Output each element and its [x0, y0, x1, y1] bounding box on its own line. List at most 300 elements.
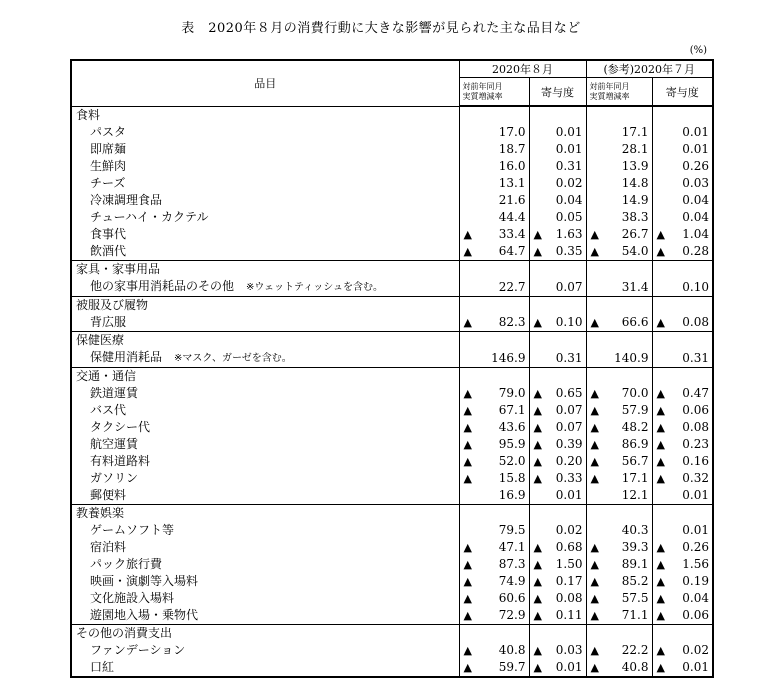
value-cell — [586, 349, 652, 368]
value-text: 0.28 — [682, 244, 710, 258]
value-text: 44.4 — [498, 210, 526, 224]
value-cell — [529, 573, 586, 590]
value-cell — [652, 436, 713, 453]
negative-mark: ▲ — [656, 438, 665, 451]
header-rate-line1: 対前年同月 — [589, 81, 630, 91]
negative-mark: ▲ — [656, 472, 665, 485]
value-cell — [652, 419, 713, 436]
value-text: 16.9 — [498, 488, 526, 502]
value-text: 40.3 — [621, 523, 649, 537]
table-row — [71, 349, 713, 368]
table-row — [71, 607, 713, 625]
negative-mark: ▲ — [533, 455, 542, 468]
value-text: 33.4 — [498, 227, 526, 241]
item-name-cell — [71, 573, 459, 590]
negative-mark: ▲ — [590, 644, 599, 657]
value-text: 0.47 — [682, 386, 710, 400]
value-cell — [529, 402, 586, 419]
value-cell — [586, 243, 652, 261]
value-cell — [586, 659, 652, 677]
value-cell — [586, 470, 652, 487]
value-cell — [586, 124, 652, 141]
value-text: 0.04 — [682, 591, 710, 605]
value-text: 40.8 — [621, 660, 649, 674]
item-note: ※マスク、ガーゼを含む。 — [174, 353, 292, 364]
negative-mark: ▲ — [590, 558, 599, 571]
negative-mark: ▲ — [463, 404, 472, 417]
item-name: 食事代 — [90, 227, 127, 241]
value-text: 66.6 — [621, 315, 649, 329]
negative-mark: ▲ — [656, 541, 665, 554]
value-cell — [459, 278, 529, 297]
value-cell — [586, 453, 652, 470]
negative-mark: ▲ — [533, 228, 542, 241]
empty-cell — [652, 505, 713, 523]
item-name: 鉄道運賃 — [90, 386, 139, 400]
table-body — [71, 106, 713, 677]
item-name: チューハイ・カクテル — [90, 210, 209, 224]
negative-mark: ▲ — [463, 245, 472, 258]
value-cell — [459, 539, 529, 556]
header-rate-line2: 実質増減率 — [589, 91, 630, 101]
negative-mark: ▲ — [463, 438, 472, 451]
value-cell — [529, 209, 586, 226]
value-cell — [652, 539, 713, 556]
negative-mark: ▲ — [656, 245, 665, 258]
item-name: ガソリン — [90, 471, 139, 485]
header-rate-line1: 対前年同月 — [462, 81, 503, 91]
value-text: 60.6 — [498, 591, 526, 605]
table-row — [71, 487, 713, 505]
value-cell — [459, 436, 529, 453]
value-cell — [652, 453, 713, 470]
value-cell — [459, 243, 529, 261]
negative-mark: ▲ — [463, 575, 472, 588]
negative-mark: ▲ — [463, 472, 472, 485]
value-text: 0.02 — [555, 523, 583, 537]
negative-mark: ▲ — [590, 316, 599, 329]
table-row — [71, 590, 713, 607]
item-name: 保健用消耗品 — [90, 350, 163, 364]
value-text: 86.9 — [621, 437, 649, 451]
negative-mark: ▲ — [656, 404, 665, 417]
table-row — [71, 573, 713, 590]
item-name-cell — [71, 141, 459, 158]
empty-cell — [529, 332, 586, 350]
value-cell — [652, 158, 713, 175]
value-text: 140.9 — [614, 350, 649, 365]
value-text: 0.65 — [555, 386, 583, 400]
value-text: 89.1 — [621, 557, 649, 571]
value-cell — [652, 590, 713, 607]
value-cell — [586, 314, 652, 332]
value-text: 0.04 — [682, 193, 710, 207]
category-row — [71, 297, 713, 315]
value-cell — [529, 556, 586, 573]
header-rate-line2: 実質増減率 — [462, 91, 503, 101]
item-name-cell — [71, 175, 459, 192]
negative-mark: ▲ — [463, 592, 472, 605]
value-text: 38.3 — [621, 210, 649, 224]
value-cell — [586, 522, 652, 539]
value-text: 0.32 — [682, 471, 710, 485]
value-text: 0.10 — [555, 315, 583, 329]
empty-cell — [586, 106, 652, 124]
negative-mark: ▲ — [463, 316, 472, 329]
category-name: 交通・通信 — [71, 368, 459, 386]
empty-cell — [586, 368, 652, 386]
data-table — [70, 59, 714, 678]
table-title: 表 2020年８月の消費行動に大きな影響が見られた主な品目など — [181, 21, 581, 36]
negative-mark: ▲ — [590, 438, 599, 451]
empty-cell — [652, 106, 713, 124]
value-cell — [652, 522, 713, 539]
value-cell — [652, 642, 713, 659]
item-name-cell — [71, 556, 459, 573]
negative-mark: ▲ — [656, 575, 665, 588]
table-row — [71, 419, 713, 436]
item-name-cell — [71, 314, 459, 332]
value-text: 0.17 — [555, 574, 583, 588]
value-cell — [652, 192, 713, 209]
value-cell — [652, 385, 713, 402]
item-name-cell — [71, 124, 459, 141]
negative-mark: ▲ — [590, 541, 599, 554]
item-name-cell — [71, 659, 459, 677]
item-name-cell — [71, 590, 459, 607]
value-cell — [529, 192, 586, 209]
item-name-cell — [71, 539, 459, 556]
negative-mark: ▲ — [590, 592, 599, 605]
item-name-cell — [71, 522, 459, 539]
value-text: 28.1 — [621, 142, 649, 156]
empty-cell — [529, 261, 586, 279]
value-cell — [652, 470, 713, 487]
negative-mark: ▲ — [533, 316, 542, 329]
table-row — [71, 192, 713, 209]
table-row — [71, 226, 713, 243]
category-row — [71, 505, 713, 523]
value-cell — [459, 314, 529, 332]
negative-mark: ▲ — [590, 472, 599, 485]
value-text: 0.03 — [682, 176, 710, 190]
value-text: 82.3 — [498, 315, 526, 329]
value-text: 40.8 — [498, 643, 526, 657]
value-text: 39.3 — [621, 540, 649, 554]
empty-cell — [459, 261, 529, 279]
header-jul-rate — [586, 78, 652, 107]
category-row — [71, 368, 713, 386]
negative-mark: ▲ — [533, 387, 542, 400]
value-cell — [459, 453, 529, 470]
item-name: チーズ — [90, 176, 126, 190]
value-text: 0.08 — [682, 315, 710, 329]
table-row — [71, 385, 713, 402]
empty-cell — [529, 625, 586, 643]
value-text: 71.1 — [621, 608, 649, 622]
empty-cell — [586, 332, 652, 350]
value-cell — [652, 659, 713, 677]
negative-mark: ▲ — [533, 245, 542, 258]
value-text: 0.01 — [555, 488, 583, 502]
negative-mark: ▲ — [590, 404, 599, 417]
value-cell — [586, 539, 652, 556]
category-name: 食料 — [71, 106, 459, 124]
negative-mark: ▲ — [590, 245, 599, 258]
category-name: その他の消費支出 — [71, 625, 459, 643]
empty-cell — [652, 368, 713, 386]
value-text: 0.08 — [555, 591, 583, 605]
negative-mark: ▲ — [590, 609, 599, 622]
value-text: 64.7 — [498, 244, 526, 258]
value-text: 16.0 — [498, 159, 526, 173]
value-text: 0.10 — [682, 279, 710, 294]
negative-mark: ▲ — [533, 661, 542, 674]
item-name: 文化施設入場料 — [90, 591, 175, 605]
value-text: 0.26 — [682, 159, 710, 173]
value-cell — [586, 385, 652, 402]
value-cell — [652, 573, 713, 590]
item-name-cell — [71, 436, 459, 453]
value-text: 0.01 — [555, 142, 583, 156]
value-text: 18.7 — [498, 142, 526, 156]
value-text: 0.23 — [682, 437, 710, 451]
negative-mark: ▲ — [656, 558, 665, 571]
value-cell — [459, 226, 529, 243]
item-name-cell — [71, 349, 459, 368]
negative-mark: ▲ — [463, 558, 472, 571]
value-cell — [586, 607, 652, 625]
table-row — [71, 209, 713, 226]
value-cell — [459, 556, 529, 573]
item-name-cell — [71, 607, 459, 625]
value-text: 54.0 — [621, 244, 649, 258]
header-aug-rate — [459, 78, 529, 107]
value-cell — [586, 642, 652, 659]
negative-mark: ▲ — [533, 472, 542, 485]
negative-mark: ▲ — [533, 592, 542, 605]
value-text: 43.6 — [498, 420, 526, 434]
item-name: 他の家事用消耗品のその他 — [90, 279, 235, 293]
value-cell — [529, 659, 586, 677]
value-cell — [586, 209, 652, 226]
value-cell — [529, 607, 586, 625]
empty-cell — [652, 261, 713, 279]
empty-cell — [652, 297, 713, 315]
value-text: 0.02 — [555, 176, 583, 190]
table-row — [71, 124, 713, 141]
negative-mark: ▲ — [656, 421, 665, 434]
value-cell — [529, 226, 586, 243]
value-text: 70.0 — [621, 386, 649, 400]
value-cell — [586, 175, 652, 192]
value-text: 0.01 — [682, 125, 710, 139]
item-name: 遊園地入場・乗物代 — [90, 608, 199, 622]
value-text: 22.7 — [498, 279, 526, 294]
empty-cell — [586, 297, 652, 315]
value-cell — [459, 659, 529, 677]
empty-cell — [459, 106, 529, 124]
value-cell — [459, 607, 529, 625]
negative-mark: ▲ — [463, 455, 472, 468]
table-row — [71, 470, 713, 487]
value-cell — [529, 453, 586, 470]
value-text: 0.26 — [682, 540, 710, 554]
table-row — [71, 522, 713, 539]
value-text: 0.31 — [682, 350, 710, 365]
value-cell — [652, 556, 713, 573]
value-cell — [652, 314, 713, 332]
item-name: 口紅 — [90, 660, 115, 674]
value-text: 0.05 — [555, 210, 583, 224]
value-text: 0.20 — [555, 454, 583, 468]
value-cell — [459, 349, 529, 368]
value-cell — [529, 141, 586, 158]
value-text: 0.19 — [682, 574, 710, 588]
value-text: 0.16 — [682, 454, 710, 468]
value-cell — [459, 175, 529, 192]
item-name-cell — [71, 402, 459, 419]
value-text: 0.06 — [682, 403, 710, 417]
value-text: 79.5 — [498, 523, 526, 537]
value-cell — [529, 243, 586, 261]
value-cell — [652, 278, 713, 297]
table-row — [71, 175, 713, 192]
negative-mark: ▲ — [463, 228, 472, 241]
item-name-cell — [71, 278, 459, 297]
value-text: 59.7 — [498, 660, 526, 674]
value-text: 0.02 — [682, 643, 710, 657]
unit-label: (%) — [689, 45, 707, 56]
value-cell — [529, 124, 586, 141]
value-cell — [586, 226, 652, 243]
negative-mark: ▲ — [533, 644, 542, 657]
value-cell — [652, 175, 713, 192]
value-cell — [459, 590, 529, 607]
table-row — [71, 158, 713, 175]
negative-mark: ▲ — [656, 592, 665, 605]
negative-mark: ▲ — [463, 609, 472, 622]
item-name-cell — [71, 385, 459, 402]
value-cell — [459, 192, 529, 209]
negative-mark: ▲ — [656, 387, 665, 400]
value-text: 0.35 — [555, 244, 583, 258]
empty-cell — [459, 505, 529, 523]
value-cell — [529, 385, 586, 402]
item-name: ファンデーション — [90, 643, 186, 657]
value-text: 95.9 — [498, 437, 526, 451]
item-name: パック旅行費 — [90, 557, 163, 571]
item-name: タクシー代 — [90, 420, 151, 434]
value-cell — [529, 314, 586, 332]
header-aug-contrib: 寄与度 — [529, 78, 586, 107]
value-text: 74.9 — [498, 574, 526, 588]
value-cell — [459, 385, 529, 402]
value-text: 13.1 — [498, 176, 526, 190]
value-cell — [652, 402, 713, 419]
category-name: 家具・家事用品 — [71, 261, 459, 279]
negative-mark: ▲ — [656, 644, 665, 657]
value-cell — [529, 349, 586, 368]
value-text: 0.01 — [682, 142, 710, 156]
value-cell — [586, 158, 652, 175]
value-text: 0.06 — [682, 608, 710, 622]
item-name-cell — [71, 226, 459, 243]
value-cell — [459, 209, 529, 226]
item-name: バス代 — [90, 403, 127, 417]
value-cell — [586, 278, 652, 297]
empty-cell — [459, 297, 529, 315]
negative-mark: ▲ — [533, 541, 542, 554]
negative-mark: ▲ — [656, 661, 665, 674]
negative-mark: ▲ — [656, 609, 665, 622]
negative-mark: ▲ — [656, 228, 665, 241]
negative-mark: ▲ — [590, 228, 599, 241]
value-text: 17.0 — [498, 125, 526, 139]
value-text: 0.01 — [682, 660, 710, 674]
value-text: 14.8 — [621, 176, 649, 190]
empty-cell — [529, 505, 586, 523]
item-note: ※ウェットティッシュを含む。 — [246, 282, 383, 293]
item-name-cell — [71, 243, 459, 261]
table-row — [71, 314, 713, 332]
value-text: 17.1 — [621, 471, 649, 485]
value-text: 0.07 — [555, 403, 583, 417]
value-text: 0.07 — [555, 420, 583, 434]
value-text: 0.01 — [682, 523, 710, 537]
value-cell — [586, 192, 652, 209]
item-name: 航空運賃 — [90, 437, 139, 451]
value-text: 0.33 — [555, 471, 583, 485]
negative-mark: ▲ — [533, 404, 542, 417]
value-text: 17.1 — [621, 125, 649, 139]
item-name: 有料道路料 — [90, 454, 151, 468]
negative-mark: ▲ — [533, 609, 542, 622]
value-text: 0.68 — [555, 540, 583, 554]
empty-cell — [459, 625, 529, 643]
value-text: 1.50 — [555, 557, 583, 571]
item-name-cell — [71, 209, 459, 226]
category-row — [71, 261, 713, 279]
value-text: 1.56 — [682, 557, 710, 571]
value-cell — [586, 402, 652, 419]
value-cell — [529, 487, 586, 505]
table-row — [71, 539, 713, 556]
value-text: 57.9 — [621, 403, 649, 417]
value-text: 0.01 — [555, 660, 583, 674]
item-name: 飲酒代 — [90, 244, 127, 258]
table-row — [71, 243, 713, 261]
value-text: 0.07 — [555, 279, 583, 294]
item-name: 郵便料 — [90, 488, 127, 502]
value-text: 0.04 — [555, 193, 583, 207]
header-item: 品目 — [71, 60, 459, 106]
header-jul: (参考)2020年７月 — [586, 60, 713, 78]
empty-cell — [529, 297, 586, 315]
item-name: ゲームソフト等 — [90, 523, 175, 537]
negative-mark: ▲ — [656, 316, 665, 329]
negative-mark: ▲ — [590, 421, 599, 434]
value-text: 0.31 — [555, 350, 583, 365]
empty-cell — [459, 332, 529, 350]
value-cell — [586, 590, 652, 607]
category-name: 教養娯楽 — [71, 505, 459, 523]
empty-cell — [586, 261, 652, 279]
item-name-cell — [71, 158, 459, 175]
value-cell — [459, 470, 529, 487]
value-text: 87.3 — [498, 557, 526, 571]
value-text: 26.7 — [621, 227, 649, 241]
